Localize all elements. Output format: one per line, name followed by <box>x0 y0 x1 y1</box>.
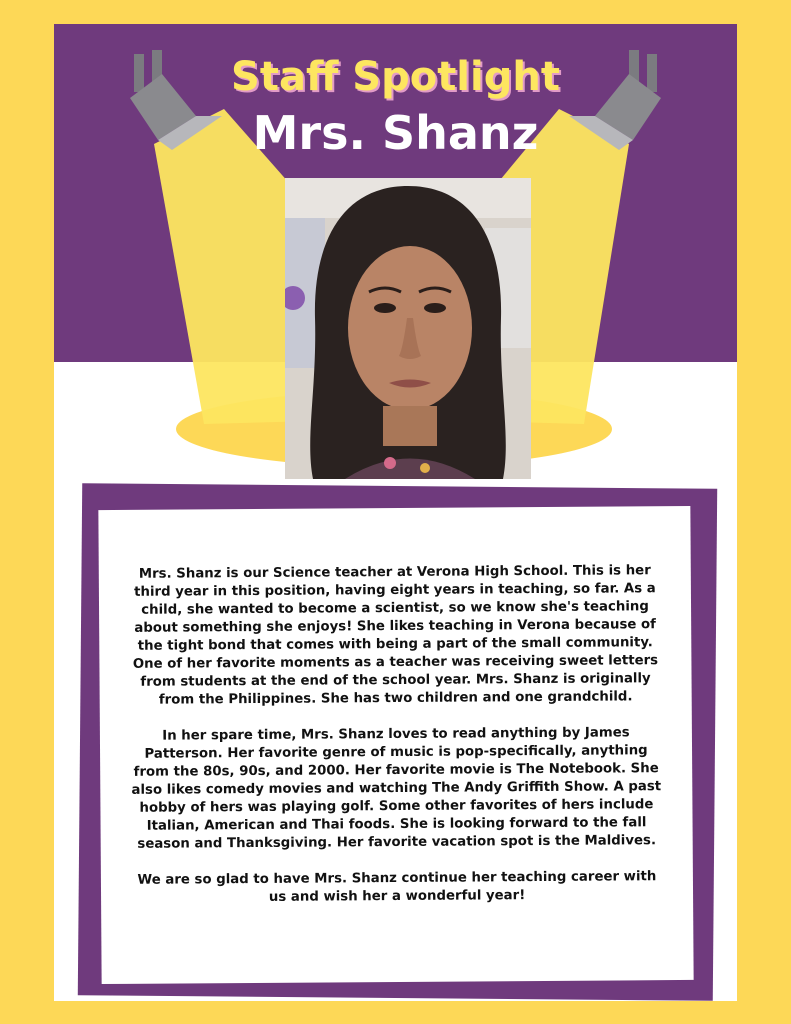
bio-paragraph: Mrs. Shanz is our Science teacher at Verona High School. This is her third year in this position, having eight years in teaching, so far. As a child, she wanted to become a scientist, so we know she's teaching about something she enjoys! She likes teaching in Verona because of the tight bond that comes with being a part of the small community. One of her favorite moments as a teacher was receiving sweet letters from students at the end of the school year. Mrs. Shanz is originally from the Philippines. She has two children and one grandchild. <box>132 563 659 708</box>
teacher-name-title: Mrs. Shanz <box>252 106 539 160</box>
bio-text-box <box>98 506 693 984</box>
bio-paragraph: In her spare time, Mrs. Shanz loves to read anything by James Patterson. Her favorite genre of music is pop-specifically, anything from the 80s, 90s, and 2000. Her favorite movie is The Notebook. She also likes comedy movies and watching The Andy Griffith Show. A past hobby of hers was playing golf. Some other favorites of hers include Italian, American and Thai foods. She is looking forward to the fall season and Thanksgiving. Her favorite vacation spot is the Maldives. <box>131 725 662 852</box>
staff-spotlight-heading: Staff Spotlight <box>231 54 560 100</box>
portrait-photo <box>285 178 531 479</box>
bio-paragraph: We are so glad to have Mrs. Shanz continue her teaching career with us and wish her a wonderful year! <box>137 869 657 905</box>
portrait-photo-icon <box>285 178 531 479</box>
spotlight-poster <box>54 24 737 1001</box>
